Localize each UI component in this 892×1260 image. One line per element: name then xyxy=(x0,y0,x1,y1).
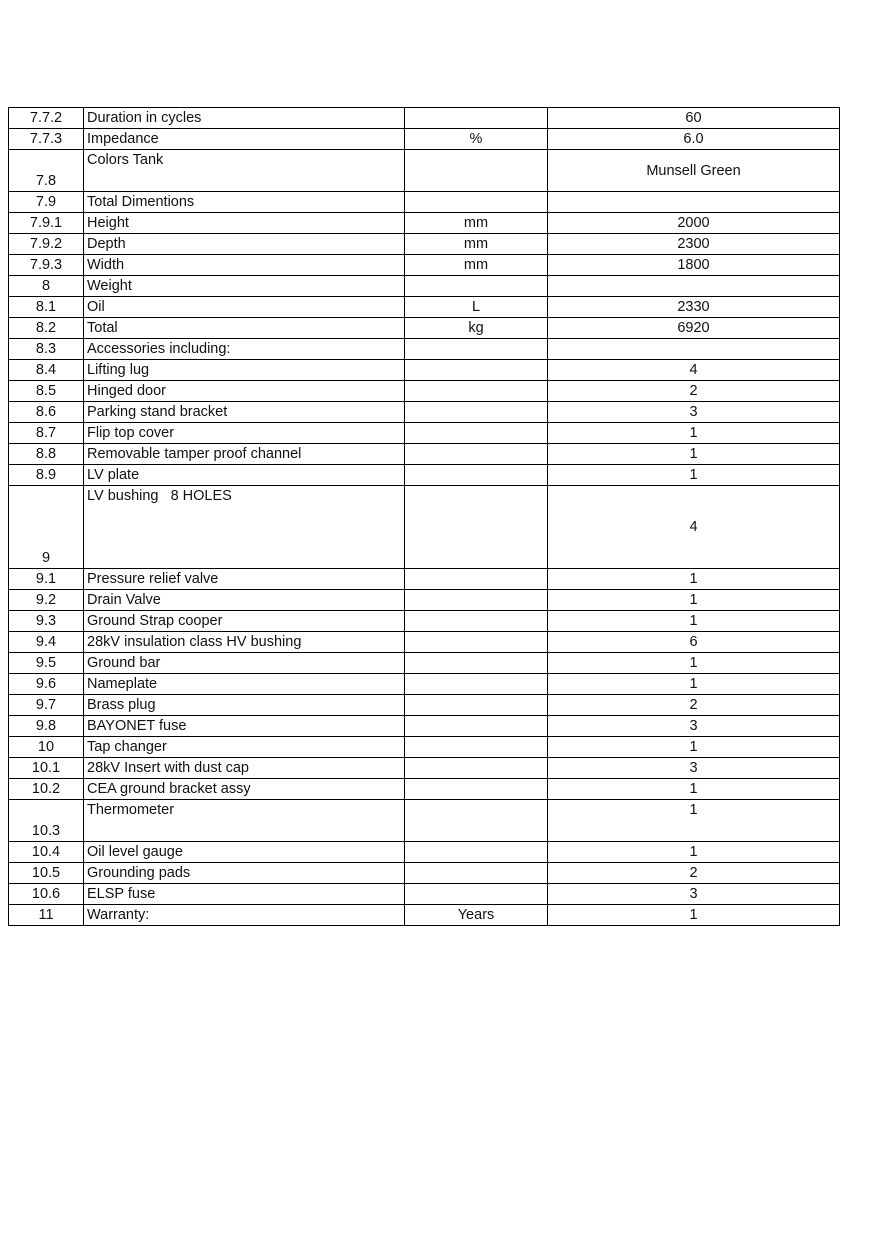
table-row xyxy=(9,213,840,234)
item-description: Total Dimentions xyxy=(84,192,405,213)
table-row xyxy=(9,339,840,360)
item-number: 9.6 xyxy=(9,674,84,695)
table-row xyxy=(9,737,840,758)
item-description: Width xyxy=(84,255,405,276)
item-description: Pressure relief valve xyxy=(84,569,405,590)
item-value: 4 xyxy=(548,360,840,381)
table-row xyxy=(9,590,840,611)
table-row xyxy=(9,716,840,737)
item-value: Munsell Green xyxy=(548,150,840,192)
item-value xyxy=(548,192,840,213)
item-unit xyxy=(405,423,548,444)
item-unit xyxy=(405,444,548,465)
item-value: 2 xyxy=(548,863,840,884)
item-value: 3 xyxy=(548,402,840,423)
table-row xyxy=(9,150,840,192)
table-row xyxy=(9,569,840,590)
item-number: 7.9.2 xyxy=(9,234,84,255)
item-unit xyxy=(405,402,548,423)
item-number: 8.7 xyxy=(9,423,84,444)
item-value: 1 xyxy=(548,653,840,674)
item-number: 10 xyxy=(9,737,84,758)
item-value: 6920 xyxy=(548,318,840,339)
item-unit: mm xyxy=(405,234,548,255)
item-value: 2000 xyxy=(548,213,840,234)
item-value: 3 xyxy=(548,884,840,905)
item-value: 2330 xyxy=(548,297,840,318)
table-row xyxy=(9,129,840,150)
item-unit: % xyxy=(405,129,548,150)
item-value: 1 xyxy=(548,590,840,611)
item-unit xyxy=(405,758,548,779)
item-number: 11 xyxy=(9,905,84,926)
item-number: 9.3 xyxy=(9,611,84,632)
item-description: Oil xyxy=(84,297,405,318)
table-row xyxy=(9,905,840,926)
item-description: Oil level gauge xyxy=(84,842,405,863)
table-row xyxy=(9,465,840,486)
item-description: Thermometer xyxy=(84,800,405,842)
table-row xyxy=(9,611,840,632)
item-number: 8.5 xyxy=(9,381,84,402)
table-row xyxy=(9,779,840,800)
item-unit: kg xyxy=(405,318,548,339)
item-number: 9.7 xyxy=(9,695,84,716)
item-unit xyxy=(405,465,548,486)
item-unit xyxy=(405,632,548,653)
item-description: Colors Tank xyxy=(84,150,405,192)
item-unit xyxy=(405,611,548,632)
item-unit xyxy=(405,800,548,842)
item-description: Depth xyxy=(84,234,405,255)
item-number: 10.2 xyxy=(9,779,84,800)
item-number: 8.6 xyxy=(9,402,84,423)
item-number: 10.3 xyxy=(9,800,84,842)
item-unit xyxy=(405,150,548,192)
item-description: LV bushing 8 HOLES xyxy=(84,486,405,569)
item-unit xyxy=(405,590,548,611)
table-row xyxy=(9,234,840,255)
item-unit xyxy=(405,653,548,674)
item-value: 6.0 xyxy=(548,129,840,150)
item-value: 1 xyxy=(548,842,840,863)
item-description: Parking stand bracket xyxy=(84,402,405,423)
item-unit xyxy=(405,339,548,360)
item-description: Tap changer xyxy=(84,737,405,758)
table-row xyxy=(9,444,840,465)
item-number: 7.9 xyxy=(9,192,84,213)
item-unit: mm xyxy=(405,255,548,276)
table-row xyxy=(9,653,840,674)
item-number: 8.3 xyxy=(9,339,84,360)
table-row xyxy=(9,192,840,213)
item-unit xyxy=(405,192,548,213)
item-number: 9.2 xyxy=(9,590,84,611)
specification-table xyxy=(8,107,840,926)
item-value: 2 xyxy=(548,695,840,716)
table-row xyxy=(9,842,840,863)
item-number: 9 xyxy=(9,486,84,569)
item-description: Nameplate xyxy=(84,674,405,695)
table-row xyxy=(9,402,840,423)
item-number: 8 xyxy=(9,276,84,297)
item-description: Ground Strap cooper xyxy=(84,611,405,632)
table-row xyxy=(9,360,840,381)
table-row xyxy=(9,486,840,569)
table-row xyxy=(9,800,840,842)
table-row xyxy=(9,318,840,339)
item-number: 8.9 xyxy=(9,465,84,486)
item-description: Warranty: xyxy=(84,905,405,926)
table-row xyxy=(9,758,840,779)
item-description: ELSP fuse xyxy=(84,884,405,905)
item-unit: L xyxy=(405,297,548,318)
item-unit: mm xyxy=(405,213,548,234)
item-unit xyxy=(405,381,548,402)
item-description: Impedance xyxy=(84,129,405,150)
item-description: Total xyxy=(84,318,405,339)
item-value: 1 xyxy=(548,444,840,465)
item-number: 7.9.1 xyxy=(9,213,84,234)
table-row xyxy=(9,108,840,129)
item-value xyxy=(548,339,840,360)
item-unit xyxy=(405,737,548,758)
item-number: 7.7.2 xyxy=(9,108,84,129)
table-row xyxy=(9,297,840,318)
item-value: 1 xyxy=(548,569,840,590)
item-value: 2 xyxy=(548,381,840,402)
item-description: Drain Valve xyxy=(84,590,405,611)
item-number: 10.5 xyxy=(9,863,84,884)
item-value: 1 xyxy=(548,611,840,632)
table-row xyxy=(9,276,840,297)
item-description: Weight xyxy=(84,276,405,297)
item-unit xyxy=(405,486,548,569)
item-value: 1 xyxy=(548,674,840,695)
specification-table-body xyxy=(9,108,840,926)
item-unit xyxy=(405,716,548,737)
item-description: Brass plug xyxy=(84,695,405,716)
item-number: 8.1 xyxy=(9,297,84,318)
item-unit xyxy=(405,276,548,297)
item-value: 1 xyxy=(548,905,840,926)
item-description: Grounding pads xyxy=(84,863,405,884)
item-value: 1 xyxy=(548,465,840,486)
item-description: Removable tamper proof channel xyxy=(84,444,405,465)
item-value: 1800 xyxy=(548,255,840,276)
item-description: 28kV Insert with dust cap xyxy=(84,758,405,779)
item-description: 28kV insulation class HV bushing xyxy=(84,632,405,653)
item-description: Accessories including: xyxy=(84,339,405,360)
item-value: 3 xyxy=(548,716,840,737)
item-description: Lifting lug xyxy=(84,360,405,381)
item-unit xyxy=(405,569,548,590)
table-row xyxy=(9,255,840,276)
item-unit xyxy=(405,842,548,863)
item-value: 2300 xyxy=(548,234,840,255)
item-unit xyxy=(405,108,548,129)
item-number: 8.8 xyxy=(9,444,84,465)
item-value: 3 xyxy=(548,758,840,779)
item-description: Hinged door xyxy=(84,381,405,402)
item-number: 10.1 xyxy=(9,758,84,779)
item-description: Height xyxy=(84,213,405,234)
item-value: 1 xyxy=(548,779,840,800)
item-unit xyxy=(405,884,548,905)
item-number: 9.4 xyxy=(9,632,84,653)
item-unit xyxy=(405,779,548,800)
item-value: 6 xyxy=(548,632,840,653)
item-description: Duration in cycles xyxy=(84,108,405,129)
item-number: 9.8 xyxy=(9,716,84,737)
item-description: Flip top cover xyxy=(84,423,405,444)
item-description: CEA ground bracket assy xyxy=(84,779,405,800)
item-number: 7.8 xyxy=(9,150,84,192)
item-value: 4 xyxy=(548,486,840,569)
table-row xyxy=(9,423,840,444)
item-description: BAYONET fuse xyxy=(84,716,405,737)
item-number: 9.5 xyxy=(9,653,84,674)
item-unit: Years xyxy=(405,905,548,926)
item-number: 7.9.3 xyxy=(9,255,84,276)
table-row xyxy=(9,381,840,402)
table-row xyxy=(9,884,840,905)
item-value: 1 xyxy=(548,737,840,758)
table-row xyxy=(9,632,840,653)
item-description: LV plate xyxy=(84,465,405,486)
item-unit xyxy=(405,863,548,884)
item-number: 8.4 xyxy=(9,360,84,381)
item-value: 60 xyxy=(548,108,840,129)
item-number: 7.7.3 xyxy=(9,129,84,150)
table-row xyxy=(9,863,840,884)
item-number: 10.4 xyxy=(9,842,84,863)
item-number: 9.1 xyxy=(9,569,84,590)
item-unit xyxy=(405,674,548,695)
item-description: Ground bar xyxy=(84,653,405,674)
item-number: 8.2 xyxy=(9,318,84,339)
item-value xyxy=(548,276,840,297)
item-value: 1 xyxy=(548,800,840,842)
item-unit xyxy=(405,360,548,381)
table-row xyxy=(9,674,840,695)
table-row xyxy=(9,695,840,716)
item-number: 10.6 xyxy=(9,884,84,905)
item-unit xyxy=(405,695,548,716)
item-value: 1 xyxy=(548,423,840,444)
